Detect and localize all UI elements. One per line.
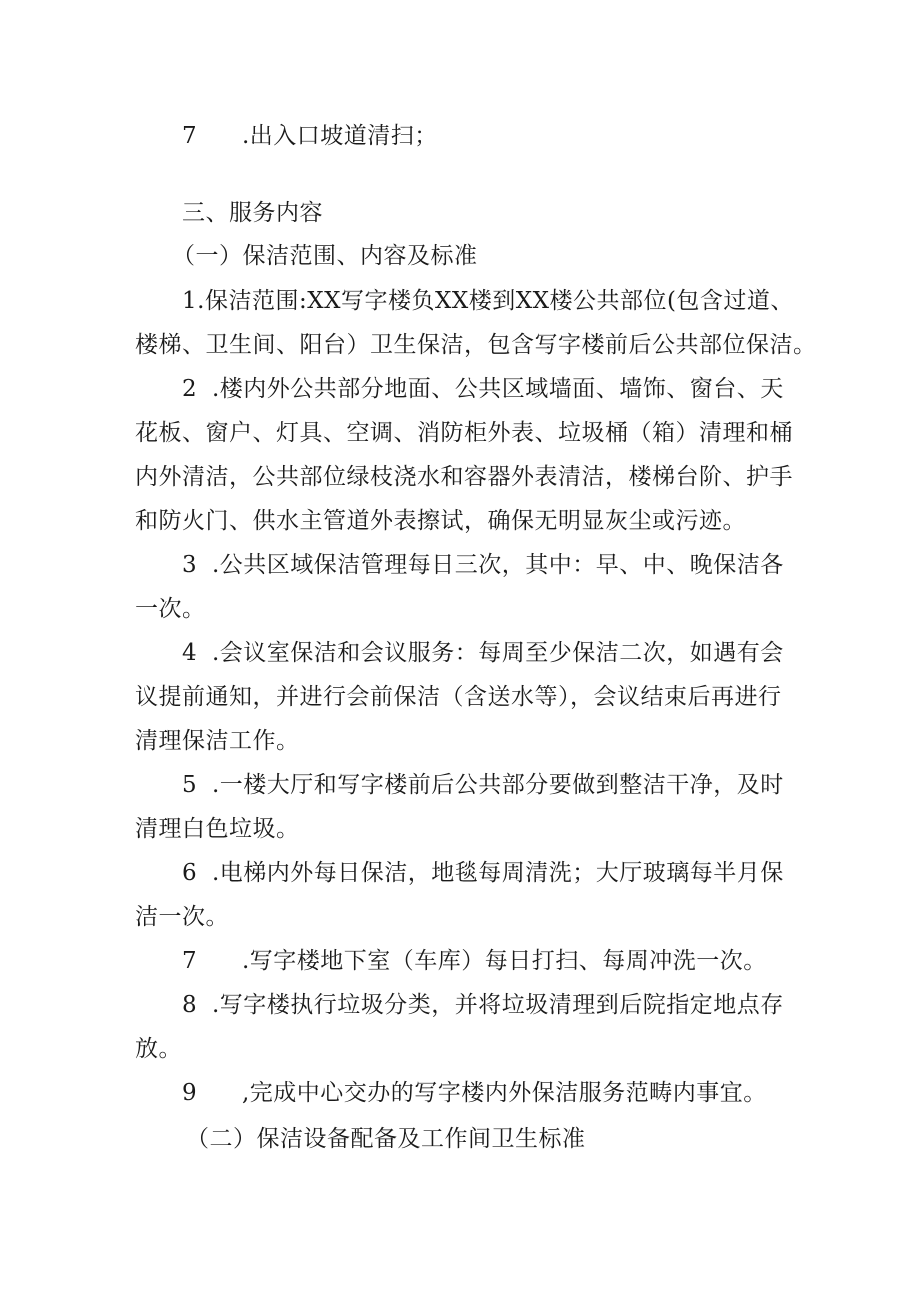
para-5-line-1 xyxy=(182,770,784,800)
item-number: 3 xyxy=(182,552,198,578)
section-heading-3: 三、服务内容 xyxy=(182,200,323,226)
para-5-line-2: 清理白色垃圾。 xyxy=(135,816,300,842)
item-number: 9 xyxy=(182,1080,198,1106)
para-9 xyxy=(182,1078,767,1108)
para-1-line-2: 楼梯、卫生间、阳台）卫生保洁，包含写字楼前后公共部位保洁。 xyxy=(135,332,817,358)
item-text: .电梯内外每日保洁，地毯每周清洗；大厅玻璃每半月保 xyxy=(212,860,784,886)
subsection-heading-2: （二）保洁设备配备及工作间卫生标准 xyxy=(186,1126,586,1152)
item-text: .写字楼地下室（车库）每日打扫、每周冲洗一次。 xyxy=(242,948,767,974)
item-number: 8 xyxy=(182,992,198,1018)
para-3-line-2: 一次。 xyxy=(135,596,206,622)
para-2-line-3: 内外清洁，公共部位绿枝浇水和容器外表清洁，楼梯台阶、护手 xyxy=(135,464,793,490)
para-7 xyxy=(182,946,767,976)
item-number: 7 xyxy=(182,948,198,974)
item-text: .出入口坡道清扫； xyxy=(242,123,438,149)
item-number: 7 xyxy=(182,123,198,149)
para-8-line-1 xyxy=(182,990,784,1020)
item-number: 4 xyxy=(182,640,198,666)
item-number: 2 xyxy=(182,376,198,402)
para-4-line-1 xyxy=(182,638,784,668)
para-2-line-1 xyxy=(182,374,784,404)
item-text: .写字楼执行垃圾分类，并将垃圾清理到后院指定地点存 xyxy=(212,992,784,1018)
item-number: 6 xyxy=(182,860,198,886)
para-2-line-4: 和防火门、供水主管道外表擦试，确保无明显灰尘或污迹。 xyxy=(135,508,746,534)
item-text: .公共区域保洁管理每日三次，其中：早、中、晚保洁各 xyxy=(212,552,784,578)
item-text: .一楼大厅和写字楼前后公共部分要做到整洁干净，及时 xyxy=(212,772,784,798)
para-1-line-1: 1.保洁范围:XX写字楼负XX楼到XX楼公共部位(包含过道、 xyxy=(182,288,794,314)
item-text: ,完成中心交办的写字楼内外保洁服务范畴内事宜。 xyxy=(242,1080,767,1106)
item-text: .会议室保洁和会议服务：每周至少保洁二次，如遇有会 xyxy=(212,640,784,666)
para-6-line-1 xyxy=(182,858,784,888)
para-6-line-2: 洁一次。 xyxy=(135,904,229,930)
para-8-line-2: 放。 xyxy=(135,1036,182,1062)
para-3-line-1 xyxy=(182,550,784,580)
para-4-line-3: 清理保洁工作。 xyxy=(135,728,300,754)
para-2-line-2: 花板、窗户、灯具、空调、消防柜外表、垃圾桶（箱）清理和桶 xyxy=(135,420,793,446)
item-text: .楼内外公共部分地面、公共区域墙面、墙饰、窗台、天 xyxy=(212,376,784,402)
subsection-heading-1: （一）保洁范围、内容及标准 xyxy=(172,243,478,269)
para-4-line-2: 议提前通知，并进行会前保洁（含送水等），会议结束后再进行 xyxy=(135,684,782,710)
item-number: 5 xyxy=(182,772,198,798)
item-7-top xyxy=(182,121,438,151)
